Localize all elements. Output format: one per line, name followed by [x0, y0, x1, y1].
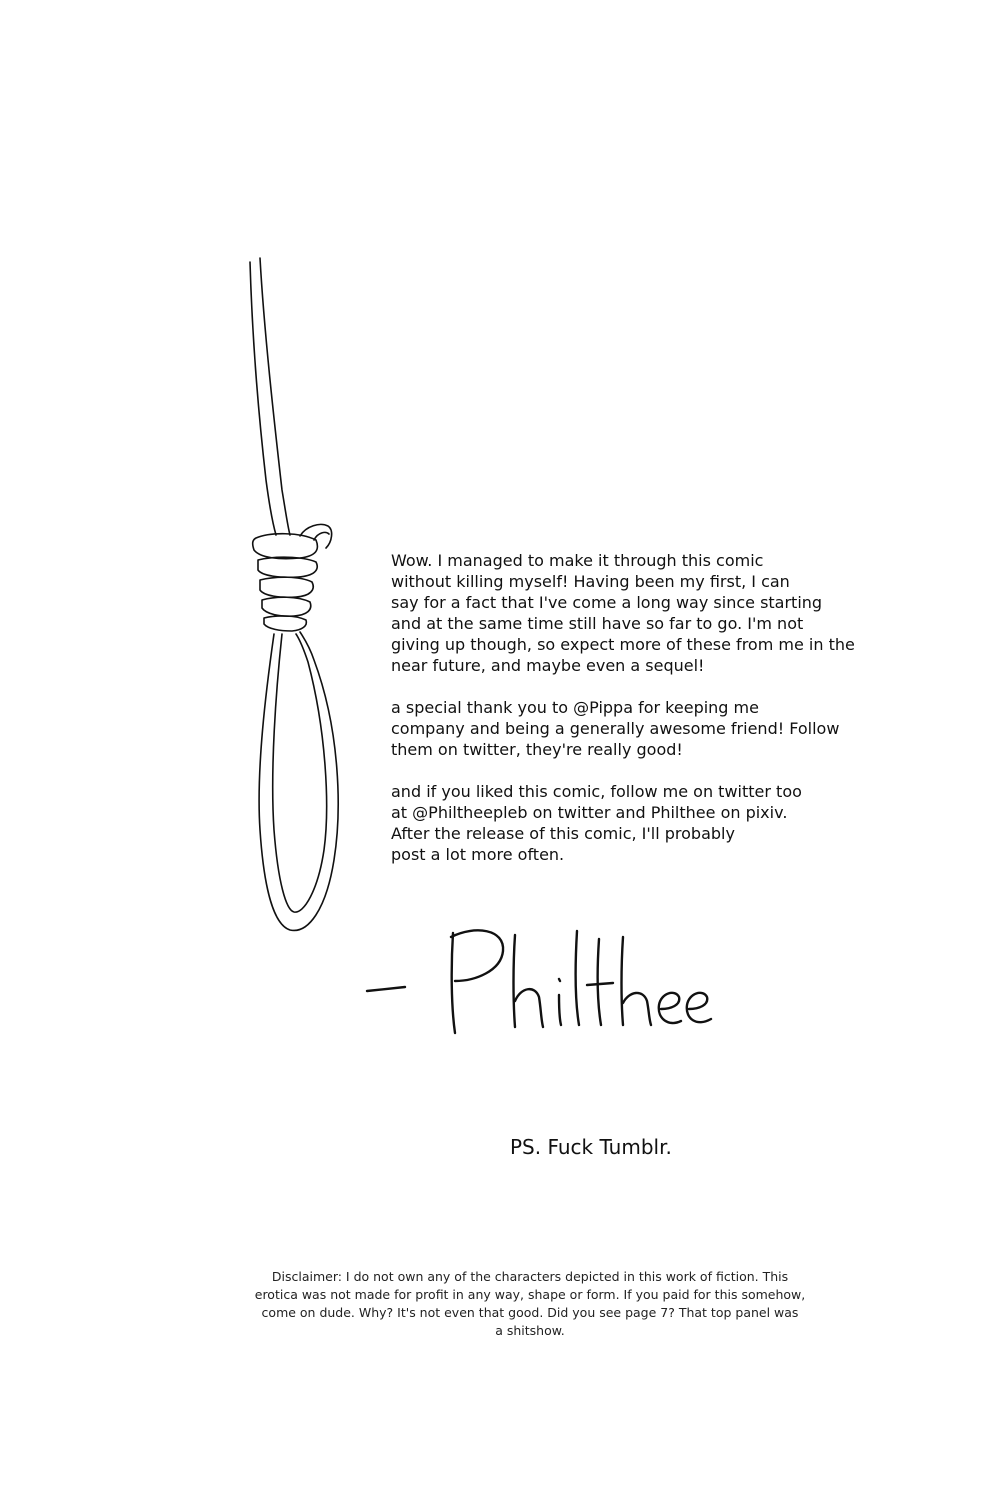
disclaimer-line: Disclaimer: I do not own any of the characters depicted in this work of fiction. This	[271, 1269, 789, 1284]
disclaimer-line: come on dude. Why? It's not even that good. Did you see page 7? That top panel was	[261, 1305, 799, 1320]
note-line: and at the same time still have so far to go. I'm not	[391, 614, 804, 633]
postscript: PS. Fuck Tumblr.	[510, 1135, 672, 1159]
note-line: and if you liked this comic, follow me on twitter too	[391, 782, 802, 801]
note-line: Wow. I managed to make it through this comic	[391, 551, 764, 570]
note-line: a special thank you to @Pippa for keeping me	[391, 698, 759, 717]
note-line: them on twitter, they're really good!	[391, 740, 683, 759]
note-line: near future, and maybe even a sequel!	[391, 656, 705, 675]
note-line: giving up though, so expect more of these from me in the	[391, 635, 855, 654]
author-note	[391, 550, 891, 886]
note-line: say for a fact that I've come a long way since starting	[391, 593, 823, 612]
note-line: without killing myself! Having been my first, I can	[391, 572, 790, 591]
note-paragraph-2	[391, 697, 891, 760]
disclaimer	[230, 1268, 830, 1340]
note-line: company and being a generally awesome friend! Follow	[391, 719, 840, 738]
handwritten-signature	[355, 905, 735, 1055]
disclaimer-line: a shitshow.	[495, 1323, 565, 1338]
noose-illustration	[230, 250, 370, 940]
note-paragraph-1	[391, 550, 891, 676]
disclaimer-line: erotica was not made for profit in any way, shape or form. If you paid for this somehow,	[254, 1287, 806, 1302]
note-line: post a lot more often.	[391, 845, 565, 864]
note-line: After the release of this comic, I'll probably	[391, 824, 735, 843]
note-line: at @Philtheepleb on twitter and Philthee on pixiv.	[391, 803, 788, 822]
note-paragraph-3	[391, 781, 891, 865]
